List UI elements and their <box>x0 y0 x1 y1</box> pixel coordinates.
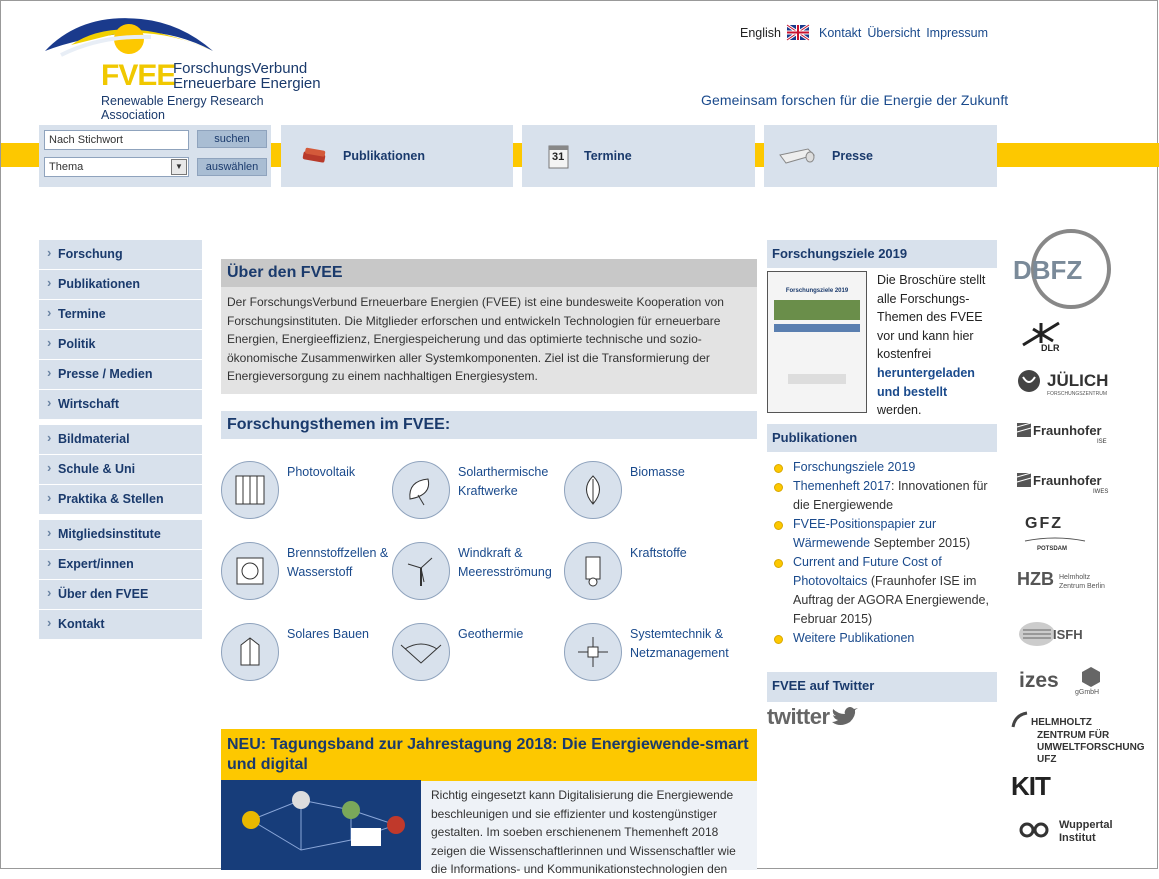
nav-politik[interactable]: › Politik <box>39 330 202 360</box>
nav-praktika-stellen[interactable]: › Praktika & Stellen <box>39 485 202 515</box>
cover-image-icon <box>768 294 866 414</box>
pub-link[interactable]: Current and Future Cost of Photovoltaics <box>793 555 942 588</box>
logo-line3: Renewable Energy Research Association <box>101 94 264 122</box>
feature-title <box>767 240 997 268</box>
twitter-wordmark: twitter <box>767 704 830 729</box>
fraunhofer-emblem-icon <box>1017 423 1031 437</box>
about-text: Der ForschungsVerbund Erneuerbare Energien (FVEE) ist eine bundesweite Kooperation von Forschungsinstituten. Die Mitglieder erforschen und entwickeln Technologien für erneuerbare Energien, Energieeffizienz, Energiespeicherung und das optimierte technische und sozio-ökonomische Zusammenwirken aller Systemkomponenten. Ziel ist die Transformierung der Energieversorgung zu einem nachhaltigen Energiesystem. <box>221 287 757 394</box>
kontakt-link[interactable]: Kontakt <box>819 25 862 40</box>
about-title: Über den FVEE <box>221 259 757 287</box>
twitter-bird-icon <box>830 706 858 728</box>
topic-solares-bauen[interactable] <box>221 623 397 681</box>
fvee-logo[interactable] <box>41 15 321 122</box>
partner-juelich[interactable]: JÜLICH FORSCHUNGSZENTRUM <box>1017 369 1041 396</box>
feature-title-link[interactable]: Forschungsziele 2019 <box>772 246 908 261</box>
twitter-title: FVEE auf Twitter <box>767 672 997 702</box>
topic-windkraft[interactable] <box>392 542 568 600</box>
topic-select-value: Thema <box>49 161 84 173</box>
quicklink-termine[interactable] <box>522 125 755 187</box>
topic-select[interactable] <box>44 157 189 177</box>
language-link[interactable]: English <box>740 25 781 40</box>
left-nav-group-1 <box>39 240 202 420</box>
topic-systemtechnik[interactable] <box>564 623 740 681</box>
nav-schule-uni[interactable]: › Schule & Uni <box>39 455 202 485</box>
pub-link[interactable]: Weitere Publikationen <box>793 631 915 645</box>
topics-title: Forschungsthemen im FVEE: <box>221 411 757 439</box>
quicklink-label: Publikationen <box>343 149 425 163</box>
cover-title: Forschungsziele 2019 <box>785 288 849 294</box>
search-button[interactable]: suchen <box>197 130 267 148</box>
pub-link[interactable]: Themenheft 2017 <box>793 479 891 493</box>
news-title-link[interactable]: NEU: Tagungsband zur Jahrestagung 2018: Die Energiewende-smart und digital <box>227 736 749 773</box>
nav-wirtschaft[interactable]: › Wirtschaft <box>39 390 202 420</box>
brochure-cover[interactable] <box>767 271 867 413</box>
publications-list <box>767 452 997 648</box>
wind-turbine-icon <box>392 542 450 600</box>
partner-gfz[interactable]: GFZ POTSDAM <box>1025 515 1063 533</box>
partner-isfh[interactable]: ISFH <box>1017 619 1057 652</box>
partner-fraunhofer-ise[interactable]: Fraunhofer ISE <box>1017 423 1031 440</box>
leaf-icon <box>564 461 622 519</box>
about-section <box>221 259 757 394</box>
news-box <box>221 729 757 877</box>
list-item <box>773 629 997 648</box>
gfz-line-icon <box>1025 537 1085 545</box>
helmholtz-emblem-icon <box>1011 711 1029 729</box>
topic-link[interactable]: Windkraft & Meeresströmung <box>458 546 552 579</box>
tagline: Gemeinsam forschen für die Energie der Zukunft <box>701 92 1009 108</box>
partner-dbfz[interactable]: DBFZ <box>1011 227 1115 311</box>
fuel-cell-icon <box>221 542 279 600</box>
topics-section <box>221 411 757 439</box>
nav-expertinnen[interactable]: › Expert/innen <box>39 550 202 580</box>
fuel-pump-icon <box>564 542 622 600</box>
solar-panel-icon <box>221 461 279 519</box>
publications-title-link[interactable]: Publikationen <box>772 430 858 445</box>
partner-hzb[interactable]: HZB Helmholtz Zentrum Berlin <box>1017 569 1105 590</box>
topic-link[interactable]: Solarthermische Kraftwerke <box>458 465 549 498</box>
newspaper-icon <box>778 147 818 165</box>
keyword-search-input[interactable]: Nach Stichwort <box>44 130 189 150</box>
isfh-emblem-icon <box>1017 619 1057 649</box>
feature-box <box>767 268 997 423</box>
feature-section <box>767 240 997 423</box>
quicklink-presse[interactable] <box>764 125 997 187</box>
left-nav-group-3 <box>39 520 202 640</box>
partner-dlr[interactable]: DLR <box>1019 319 1063 352</box>
nav-forschung[interactable]: › Forschung <box>39 240 202 270</box>
logo-abbr: FVEE <box>101 59 176 92</box>
twitter-logo[interactable] <box>767 704 997 730</box>
pub-link[interactable]: FVEE-Positionspapier zur Wärmewende <box>793 517 937 550</box>
topic-link[interactable]: Photovoltaik <box>287 465 356 479</box>
topic-link[interactable]: Kraftstoffe <box>630 546 687 560</box>
nav-kontakt[interactable]: › Kontakt <box>39 610 202 640</box>
nav-bildmaterial[interactable]: › Bildmaterial <box>39 425 202 455</box>
topic-link[interactable]: Solares Bauen <box>287 627 370 641</box>
uebersicht-link[interactable]: Übersicht <box>867 25 921 40</box>
books-icon <box>301 145 329 167</box>
logo-line1: ForschungsVerbund <box>173 60 308 77</box>
topic-biomasse[interactable] <box>564 461 740 519</box>
partner-ufz[interactable]: HELMHOLTZ ZENTRUM FÜR UMWELTFORSCHUNG UFZ <box>1011 711 1029 732</box>
topic-link[interactable]: Geothermie <box>458 627 524 641</box>
list-item: Themenheft 2017: Innovationen für die Energiewende <box>773 477 997 515</box>
nav-publikationen[interactable]: › Publikationen <box>39 270 202 300</box>
quicklink-publikationen[interactable] <box>281 125 513 187</box>
nav-ueber-den-fvee[interactable]: › Über den FVEE <box>39 580 202 610</box>
calendar-day: 31 <box>552 151 565 163</box>
partner-izes[interactable]: izes gGmbH <box>1019 669 1100 696</box>
partner-kit[interactable]: KIT <box>1011 771 1050 801</box>
solar-dish-icon <box>392 461 450 519</box>
impressum-link[interactable]: Impressum <box>926 25 989 40</box>
topic-brennstoffzellen[interactable] <box>221 542 397 600</box>
pub-link[interactable]: Forschungsziele 2019 <box>793 460 916 474</box>
partner-fraunhofer-iwes[interactable]: Fraunhofer IWES <box>1017 473 1031 490</box>
left-nav-group-2 <box>39 425 202 515</box>
download-link[interactable]: heruntergeladen und bestellt <box>877 365 975 399</box>
nav-presse-medien[interactable]: › Presse / Medien <box>39 360 202 390</box>
news-text: Richtig eingesetzt kann Digitalisierung die Energiewende beschleunigen und sie effizienter und kostengünstiger gestalten. Im soeben erschienenem Themenheft 2018 zeigen die Wissenschaftlerinnen und Wissenschaftler wie die Informations- und Kommunikationstechnologien den <box>431 788 736 877</box>
topics-grid <box>221 461 757 691</box>
energy-network-illustration-icon <box>221 780 421 870</box>
chevron-down-icon[interactable]: ▼ <box>171 159 187 175</box>
list-item <box>773 458 997 477</box>
quicklink-label: Presse <box>832 149 874 163</box>
publications-title <box>767 424 997 452</box>
feature-text: Die Broschüre stellt alle Forschungs-Themen des FVEE vor und kann hier kostenfrei heruntergeladen und bestellt werden. <box>877 273 986 418</box>
news-image[interactable] <box>221 780 421 870</box>
partner-wuppertal[interactable]: Wuppertal Institut <box>1017 821 1053 842</box>
list-item: FVEE-Positionspapier zur Wärmewende September 2015) <box>773 515 997 553</box>
geothermal-icon <box>392 623 450 681</box>
topic-solarthermische-kraftwerke[interactable] <box>392 461 568 519</box>
twitter-section <box>767 672 997 730</box>
topic-geothermie[interactable] <box>392 623 568 681</box>
nav-termine[interactable]: › Termine <box>39 300 202 330</box>
topic-kraftstoffe[interactable] <box>564 542 740 600</box>
topic-link[interactable]: Brennstoffzellen & Wasserstoff <box>287 546 389 579</box>
select-button[interactable]: auswählen <box>197 158 267 176</box>
quicklink-label: Termine <box>584 149 632 163</box>
wuppertal-emblem-icon <box>1017 821 1053 839</box>
topic-link[interactable]: Systemtechnik & Netzmanagement <box>630 627 729 660</box>
uk-flag-icon[interactable] <box>787 25 809 40</box>
list-item: Current and Future Cost of Photovoltaics (Fraunhofer ISE im Auftrag der AGORA Energiewende, Februar 2015) <box>773 553 997 629</box>
logo-line2: Erneuerbare Energien <box>173 75 321 92</box>
nav-mitgliedsinstitute[interactable]: › Mitgliedsinstitute <box>39 520 202 550</box>
izes-cube-icon <box>1081 667 1101 687</box>
topic-photovoltaik[interactable] <box>221 461 397 519</box>
publications-section <box>767 424 997 648</box>
network-icon <box>564 623 622 681</box>
fraunhofer-emblem-icon <box>1017 473 1031 487</box>
juelich-emblem-icon <box>1017 369 1041 393</box>
search-box <box>39 125 271 187</box>
top-nav <box>740 25 988 40</box>
topic-link[interactable]: Biomasse <box>630 465 685 479</box>
news-title[interactable] <box>221 729 757 781</box>
building-icon <box>221 623 279 681</box>
